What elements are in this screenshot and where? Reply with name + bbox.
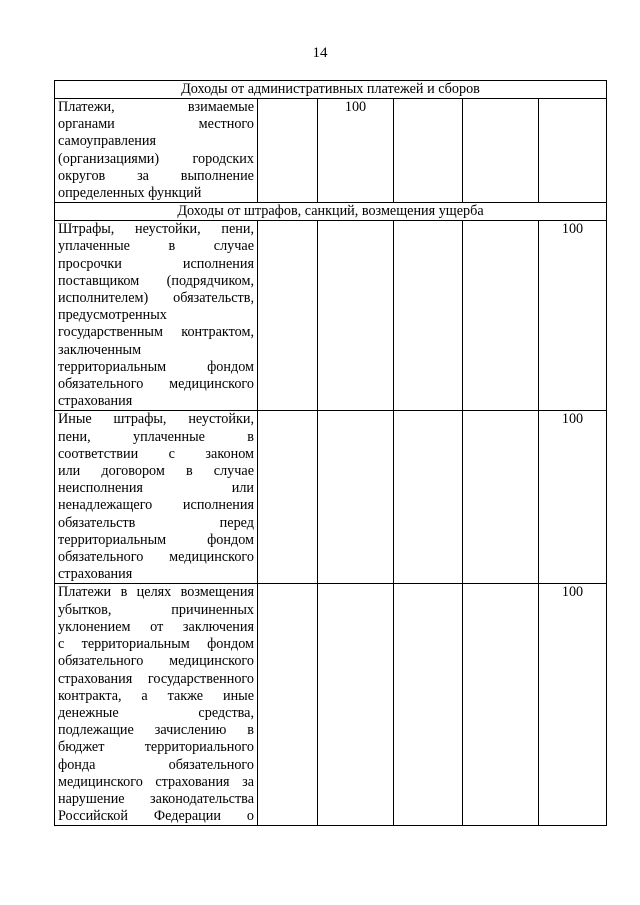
share-value-cell <box>318 411 394 584</box>
revenue-name-line: уплаченные в случае <box>58 238 254 255</box>
revenue-name-line: Российской Федерации о <box>58 808 254 825</box>
share-value-cell <box>394 221 463 411</box>
share-value-cell <box>539 99 607 203</box>
revenue-name-line: фонда обязательного <box>58 756 254 773</box>
share-value-cell <box>463 584 539 826</box>
budget-distribution-table <box>54 80 607 826</box>
revenue-name-line: Штрафы, неустойки, пени, <box>58 221 254 238</box>
share-value-cell <box>318 584 394 826</box>
table-row <box>55 584 607 826</box>
revenue-name-line: с территориальным фондом <box>58 636 254 653</box>
share-value-cell <box>394 584 463 826</box>
share-value-cell: 100 <box>539 584 607 826</box>
revenue-name-line: поставщиком (подрядчиком, <box>58 272 254 289</box>
revenue-name-line: определенных функций <box>58 185 202 202</box>
revenue-name-line: ненадлежащего исполнения <box>58 497 254 514</box>
revenue-name-line: денежные средства, <box>58 704 254 721</box>
share-value-cell <box>258 99 318 203</box>
revenue-name-line: самоуправления <box>58 133 156 150</box>
revenue-name-line: бюджет территориального <box>58 739 254 756</box>
revenue-name-line: исполнителем) обязательств, <box>58 290 254 307</box>
share-value-cell <box>394 411 463 584</box>
revenue-name-line: Платежи в целях возмещения <box>58 584 254 601</box>
revenue-name-line: неисполнения или <box>58 480 254 497</box>
table-row <box>55 411 607 584</box>
revenue-name-line: нарушение законодательства <box>58 790 254 807</box>
revenue-name-line: страхования государственного <box>58 670 254 687</box>
share-value-cell <box>258 221 318 411</box>
revenue-name-line: страхования <box>58 566 133 583</box>
revenue-name-line: контракта, а также иные <box>58 687 254 704</box>
revenue-name-cell <box>55 99 258 203</box>
revenue-name-line: соответствии с законом <box>58 445 254 462</box>
revenue-name-line: округов за выполнение <box>58 167 254 184</box>
revenue-name-line: обязательного медицинского <box>58 376 254 393</box>
revenue-name-line: подлежащие зачислению в <box>58 722 254 739</box>
page-number: 14 <box>312 45 328 61</box>
share-value-cell <box>463 221 539 411</box>
revenue-name-line: Платежи, взимаемые <box>58 99 254 115</box>
section-header-row <box>55 203 607 221</box>
share-value-cell: 100 <box>318 99 394 203</box>
section-header: Доходы от административных платежей и сборов <box>55 81 607 99</box>
table-row <box>55 221 607 411</box>
revenue-name-line: обязательного медицинского <box>58 653 254 670</box>
share-value-cell <box>318 221 394 411</box>
revenue-name-cell <box>55 411 258 584</box>
revenue-name-line: страхования <box>58 393 133 410</box>
revenue-name-line: органами местного <box>58 116 254 133</box>
share-value-cell <box>258 584 318 826</box>
revenue-name-line: территориальным фондом <box>58 358 254 375</box>
revenue-name-line: пени, уплаченные в <box>58 428 254 445</box>
share-value-cell <box>463 99 539 203</box>
revenue-name-line: обязательств перед <box>58 514 254 531</box>
revenue-name-line: убытков, причиненных <box>58 601 254 618</box>
share-value-cell: 100 <box>539 411 607 584</box>
revenue-name-line: территориальным фондом <box>58 531 254 548</box>
table-row <box>55 99 607 203</box>
revenue-name-line: заключенным <box>58 341 142 358</box>
share-value-cell: 100 <box>539 221 607 411</box>
revenue-name-line: просрочки исполнения <box>58 255 254 272</box>
revenue-name-cell <box>55 584 258 826</box>
revenue-name-line: Иные штрафы, неустойки, <box>58 411 254 428</box>
revenue-name-line: медицинского страхования за <box>58 773 254 790</box>
section-header-row <box>55 81 607 99</box>
share-value-cell <box>258 411 318 584</box>
share-value-cell <box>463 411 539 584</box>
revenue-name-line: (организациями) городских <box>58 150 254 167</box>
revenue-name-cell <box>55 221 258 411</box>
revenue-name-line: или договором в случае <box>58 463 254 480</box>
revenue-name-line: обязательного медицинского <box>58 549 254 566</box>
revenue-name-line: предусмотренных <box>58 307 167 324</box>
share-value-cell <box>394 99 463 203</box>
revenue-name-line: государственным контрактом, <box>58 324 254 341</box>
revenue-name-line: уклонением от заключения <box>58 618 254 635</box>
section-header: Доходы от штрафов, санкций, возмещения ущерба <box>55 203 607 221</box>
